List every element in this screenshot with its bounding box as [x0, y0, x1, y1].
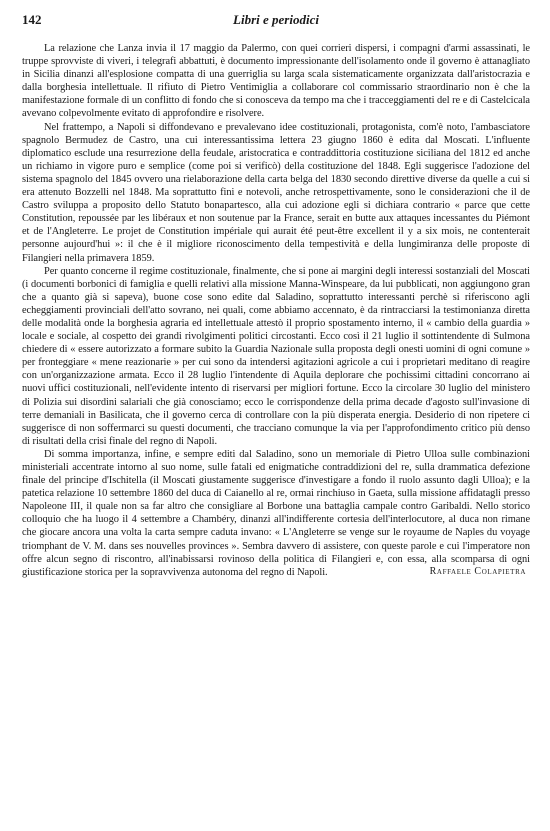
- page-number: 142: [22, 12, 42, 27]
- article-body: [22, 42, 530, 577]
- paragraph: Per quanto concerne il regime costituzionale, finalmente, che si pone ai margini degli interessi sostanziali del Moscati (i documenti borbonici di famiglia e quelli relativi alla missione Manna-Winspeare, da lui pubblicati, non aggiungono gran che a quanto già si sapeva), buone cose sono edite dal Saladino, soprattutto interessanti perchè si riferiscono agli echeggiamenti provinciali dell'atto sovrano, nei quali, come abbiamo accennato, è da rintracciarsi la testimonianza diretta delle modalità onde la borghesia agraria ed intellettuale attestò il proprio spostamento interno, il « cambio della guardia » locale e sociale, al cospetto dei grandi rivolgimenti politici circostanti. Ecco così il 21 luglio il sottintendente di Sulmona chiedere di « essere autorizzato a formare subito la Guardia Nazionale sulla proposta degli onesti uomini di ogni comune » per fronteggiare « mene reazionarie » per cui sono da intendersi agitazioni agricole a cui i proprietari meditano di reagire con un'organizzazione armata. Ecco il 28 luglio l'intendente di Aquila deplorare che pochissimi cittadini concorrano ai nuovi uffici costituzionali, nell'evidente intento di riservarsi per migliori fortune. Ecco la circolare 30 luglio del ministero di Polizia sui disordini salariali che già conosciamo; ecco le corrispondenze della prima decade d'agosto sull'invasione di terre demaniali in Basilicata, che il governo cerca di controllare con la più disperata energia. Desiderio di non ripetere ci suggerisce di non soffermarci su questi documenti, che tracciano comunque la via per l'approfondimento critico più denso di risultati della crisi finale del regno di Napoli.: [22, 265, 530, 447]
- paragraph: La relazione che Lanza invia il 17 maggio da Palermo, con quei corrieri dispersi, i compagni d'armi assassinati, le truppe sprovviste di viveri, i telegrafi abbattuti, è documento impressionante dell'isolamento onde il governo è attanagliato in Sicilia dinanzi all'esplosione compatta di una guerriglia su larga scala sistematicamente organizzata dall'aristocrazia e dalla borghesia intellettuale. Il rifiuto di Pietro Ventimiglia a collaborare col commissario straordinario non è che la manifestazione formale di un conflitto di fondo che si conosceva da tempo ma che i tracceggiamenti del re e di Castelcicala avevano colpevolmente evitato di approfondire e risolvere.: [22, 43, 530, 120]
- author-signature: Raffaele Colapietra: [429, 565, 526, 577]
- paragraph: Nel frattempo, a Napoli si diffondevano e prevalevano idee costituzionali, protagonista, com'è noto, l'ambasciatore spagnolo Bermudez de Castro, una cui interessantissima lettera 23 giugno 1860 è edita dal Moscati. L'influente diplomatico esclude una resurrezione della feudale, aristocratica e contraddittoria costituzione siciliana del 1812 ed anche un richiamo in vigore puro e semplice (come poi si verificò) della costituzione del 1848. Egli suggerisce l'adozione del sistema spagnolo del 1845 ovvero una rielaborazione della carta belga del 1830 secondo direttive diverse da quelle a cui si era attenuto Bozzelli nel 1848. Ma soprattutto fini e notevoli, anche retrospettivamente, sono le considerazioni che il de Castro sviluppa a proposito dello Statuto bonapartesco, alla cui adozione egli si dichiara contrario « parce que cette Constitution, repoussée par les libéraux et non soutenue par la France, serait en butte aux attaques incessantes du Piémont et de l'Angleterre. Le projet de Constitution impériale qui aurait été peut-être excellent il y a six mois, ne contenterait personne aujourd'hui »: il che è il migliore riconoscimento della tempestività e della lungimiranza delle proposte di Filangieri nella primavera 1859.: [22, 121, 530, 264]
- running-title: Libri e periodici: [233, 12, 319, 27]
- page-header: [22, 12, 530, 34]
- paragraph: Di somma importanza, infine, e sempre editi dal Saladino, sono un memoriale di Pietro Ulloa sulle combinazioni ministeriali accentrate intorno al suo nome, sulle fatali ed enigmatiche contraddizioni del re, sulla drammatica defezione finale del principe d'Ischitella (il Moscati giustamente suggerisce d'investigare a fondo il ruolo assunto dagli Ulloa); e la patetica relazione 10 settembre 1860 del duca di Caianello al re, ormai rinchiuso in Gaeta, sulla missione affidatagli presso Napoleone III, il quale non sa far altro che consigliare al Borbone una battaglia campale contro Garibaldi. Nello storico colloquio che ha luogo il 4 settembre a Chambéry, dinanzi all'indifferente cortesia dell'interlocutore, al duca non rimane che giocare ancora una volta la carta sempre caduta invano: « L'Angleterre se venge sur le royaume de Naples du voyage triomphant de V. M. dans ses nouvelles provinces ». Sembra davvero di assistere, con queste parole e cui l'imperatore non offre alcun segno di riscontro, all'inabissarsi rovinoso della politica di Filangieri e, con essa, alla scomparsa di ogni giustificazione storica per la sopravvivenza autonoma del regno di Napoli.: [22, 448, 530, 578]
